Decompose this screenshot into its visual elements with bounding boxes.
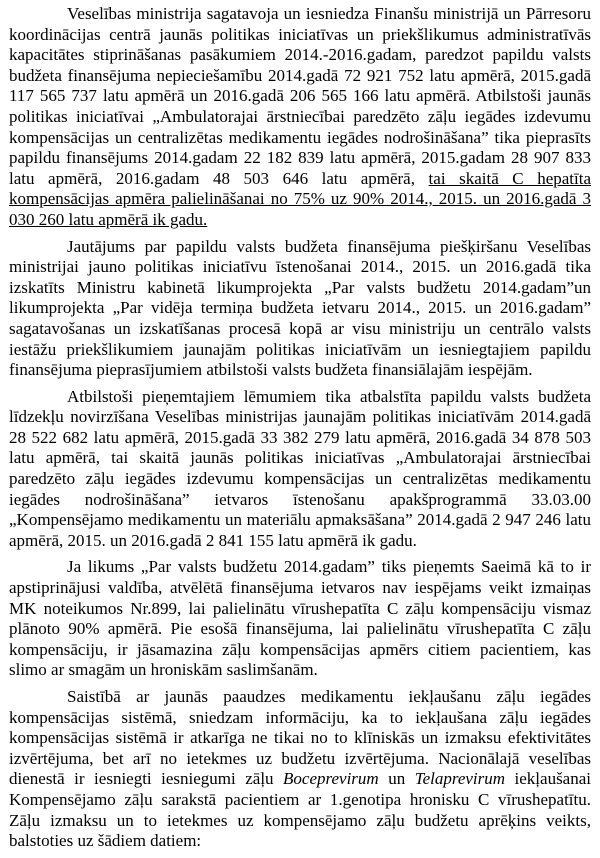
drug-name-boceprevirum: Boceprevirum bbox=[283, 769, 379, 789]
paragraph-new-medicines bbox=[9, 687, 591, 852]
drug-name-telaprevirum: Telaprevirum bbox=[414, 769, 506, 789]
paragraph-cabinet-review: Jautājums par papildu valsts budžeta finansējuma piešķiršanu Veselības ministrijai jauno politikas iniciatīvu īstenošanai 2014., 2015. un 2016.gadā tika izskatīts Ministru kabinetā likumprojekta „Par valsts budžetu 2014.gadam”un likumprojekta „Par vidēja termiņa budžeta ietvaru 2014., 2015. un 2016.gadam” sagatavošanas un izskatīšanas procesā kopā ar visu ministriju un centrālo valsts iestāžu priekšlikumiem jaunajām politikas iniciatīvām un iesniegtajiem papildu finansējuma pieprasījumiem atbilstoši valsts budžeta finansiālajām iespējām. bbox=[9, 236, 591, 380]
paragraph-budget-law: Ja likums „Par valsts budžetu 2014.gadam” tiks pieņemts Saeimā kā to ir apstiprinājusi valdība, atvēlētā finansējuma ietvaros nav iespējams veikt izmaiņas MK noteikumos Nr.899, lai palielinātu vīrushepatīta C zāļu kompensāciju vismaz plānoto 90% apmērā. Pie esošā finansējuma, lai palielinātu vīrushepatīta C zāļu kompensāciju, ir jāsamazina zāļu kompensācijas apmērs citiem pacientiem, kas slimo ar smagām un hroniskām saslimšanām. bbox=[9, 557, 591, 680]
paragraph-5-text-a: Saistībā ar jaunās paaudzes medikamentu iekļaušanu zāļu iegādes kompensācijas sistēmā, sniedzam informāciju, ka to iekļaušana zāļu iegādes kompensācijas sistēmā ir atkarīga ne tikai no to klīniskās un izmaksu efektivitātes izvērtējuma, bet arī no ietekmes uz budžetu izvērtējuma. Nacionālajā veselības dienestā ir iesniegti iesniegumi zāļu bbox=[9, 687, 591, 789]
paragraph-budget-request bbox=[9, 4, 591, 231]
paragraph-5-text-c: iekļaušanai Kompensējamo zāļu sarakstā pacientiem ar 1.genotipa hronisku C vīrushepatītu. Zāļu izmaksu un to ietekmes uz kompensējamo zāļu budžetu aprēķins veikts, balstoties uz šādiem datiem: bbox=[9, 769, 591, 851]
hepatitis-c-compensation-underlined: tai skaitā C hepatīta kompensācijas apmēra palielināšanai no 75% uz 90% 2014., 2015. un 2016.gadā 3 030 260 latu apmērā ik gadu. bbox=[9, 168, 592, 229]
paragraph-1-text: Veselības ministrija sagatavoja un iesniedza Finanšu ministrijā un Pārresoru koordinācijas centrā jaunās politikas iniciatīvas un priekšlikumus administratīvās kapacitātes stiprināšanas pasākumiem 2014.-2016.gadam, paredzot papildu valsts budžeta finansējuma nepieciešamību 2014.gadā 72 921 752 latu apmērā, 2015.gadā 117 565 737 latu apmērā un 2016.gadā 206 565 166 latu apmērā. Atbilstoši jaunās politikas iniciatīvai „Ambulatorajai ārstniecībai paredzēto zāļu iegādes izdevumu kompensācijas un centralizētas medikamentu iegādes nodrošināšana” tika pieprasīts papildu finansējums 2014.gadam 22 182 839 latu apmērā, 2015.gadam 28 907 833 latu apmērā, 2016.gadam 48 503 646 latu apmērā, bbox=[9, 4, 591, 188]
paragraph-5-text-b: un bbox=[378, 769, 415, 789]
paragraph-approved-funding: Atbilstoši pieņemtajiem lēmumiem tika atbalstīta papildu valsts budžeta līdzekļu novirzīšana Veselības ministrijas jaunajām politikas iniciatīvām 2014.gadā 28 522 682 latu apmērā, 2015.gadā 33 382 279 latu apmērā, 2016.gadā 34 878 503 latu apmērā, tai skaitā jaunās politikas iniciatīvas „Ambulatorajai ārstniecībai paredzēto zāļu iegādes izdevumu kompensācijas un centralizētas medikamentu iegādes nodrošināšana” ietvaros īstenošanu apakšprogrammā 33.03.00 „Kompensējamo medikamentu un materiālu apmaksāšana” 2014.gadā 2 947 246 latu apmērā, 2015. un 2016.gadā 2 841 155 latu apmērā ik gadu. bbox=[9, 386, 591, 550]
